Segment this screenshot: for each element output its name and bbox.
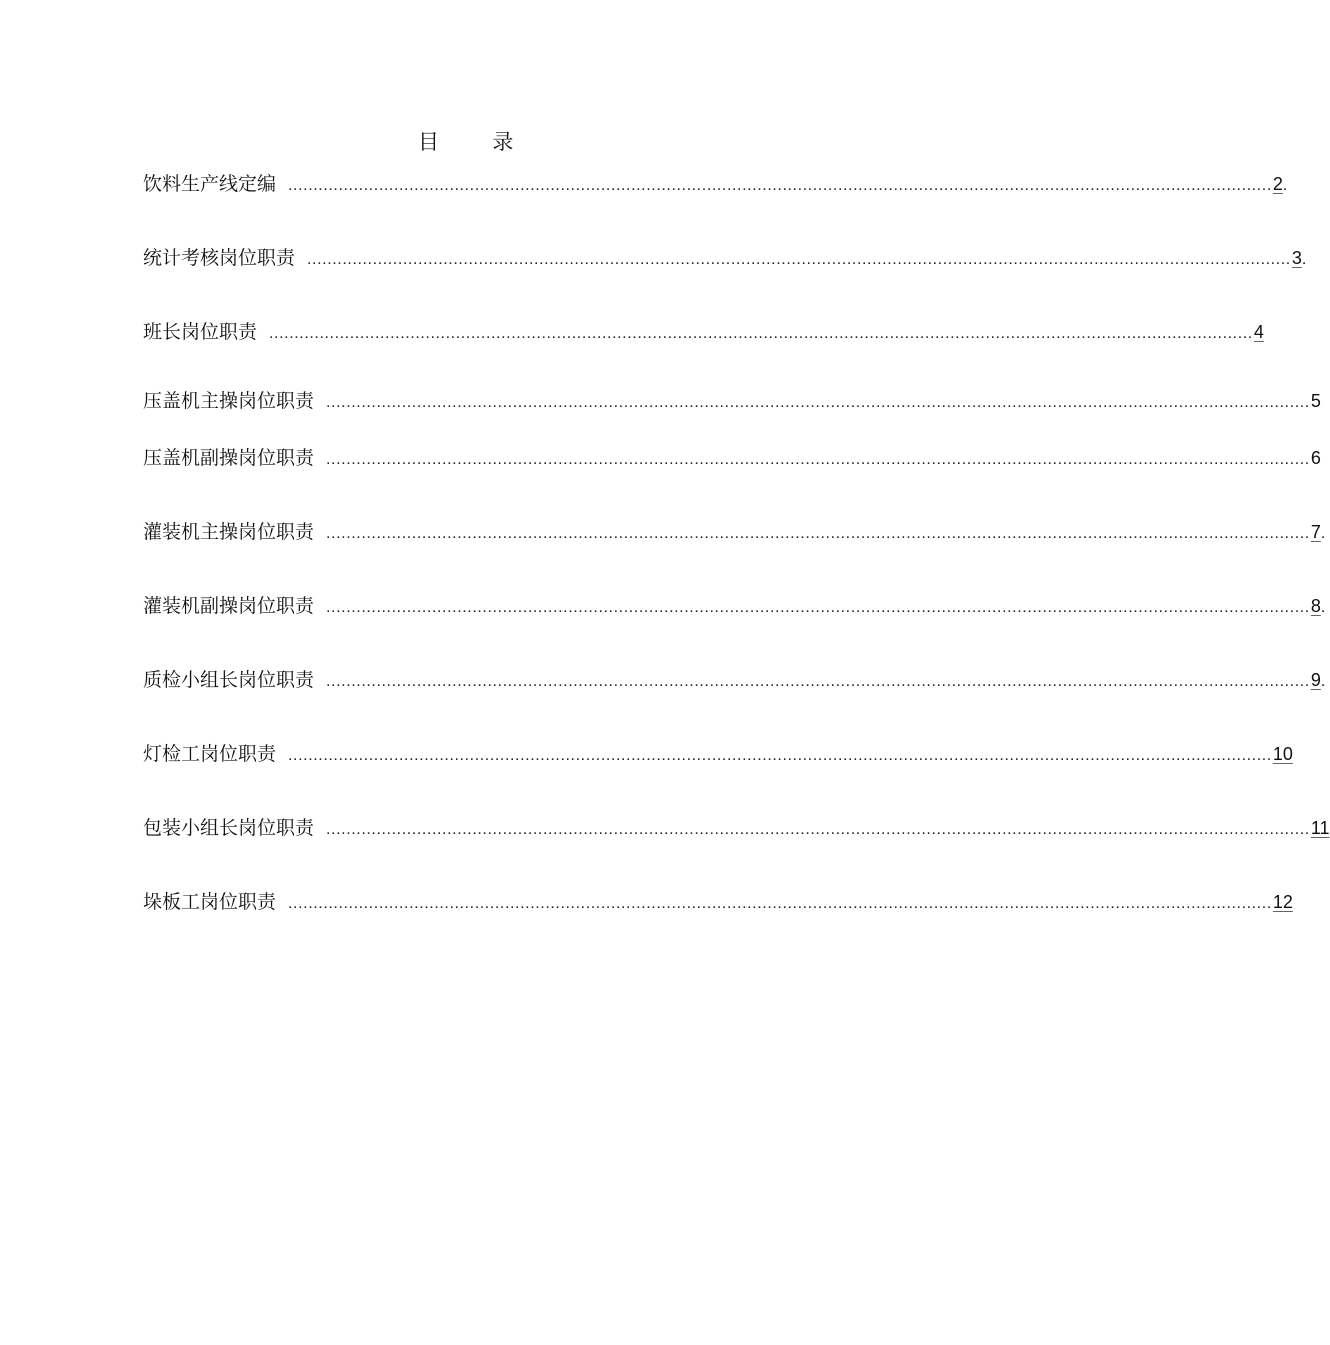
toc-entry[interactable]: [143, 518, 1326, 546]
toc-entry-label: 包装小组长岗位职责: [143, 817, 315, 839]
toc-leader-dots: ...................................................................................................................................................................................................: [288, 177, 1272, 194]
toc-leader-dots: ...................................................................................................................................................................................................: [326, 821, 1310, 838]
toc-entry-label: 灯检工岗位职责: [143, 743, 277, 765]
toc-entry-label: 灌装机主操岗位职责: [143, 521, 315, 543]
toc-entry-label: 压盖机副操岗位职责: [143, 447, 315, 469]
toc-page-number[interactable]: 11: [1310, 818, 1330, 838]
toc-entry-label: 灌装机副操岗位职责: [143, 595, 315, 617]
toc-leader-dots: ...................................................................................................................................................................................................: [326, 673, 1310, 690]
toc-entry[interactable]: [143, 666, 1326, 694]
toc-entry[interactable]: [143, 318, 1264, 346]
toc-page-number[interactable]: 5: [1310, 391, 1321, 411]
toc-leader-dots: ...................................................................................................................................................................................................: [326, 394, 1310, 411]
toc-entry[interactable]: [143, 387, 1321, 415]
toc-page-number[interactable]: 7: [1310, 522, 1321, 542]
page-title: 目 录: [418, 130, 514, 154]
toc-leader-dots: ...................................................................................................................................................................................................: [326, 525, 1310, 542]
toc-leader-dots: ...................................................................................................................................................................................................: [288, 747, 1272, 764]
toc-entry[interactable]: [143, 888, 1293, 916]
toc-page-number[interactable]: 8: [1310, 596, 1321, 616]
toc-leader-dots: ...................................................................................................................................................................................................: [307, 251, 1291, 268]
toc-page-number[interactable]: 10: [1272, 744, 1293, 764]
toc-entry[interactable]: [143, 592, 1326, 620]
toc-leader-dots: ...................................................................................................................................................................................................: [269, 325, 1253, 342]
toc-entry[interactable]: [143, 170, 1288, 198]
toc-page-number[interactable]: 12: [1272, 892, 1293, 912]
toc-trailing-dot: .: [1282, 177, 1288, 194]
toc-page-number[interactable]: 4: [1253, 322, 1264, 342]
toc-trailing-dot: .: [1320, 599, 1326, 616]
toc-leader-dots: ...................................................................................................................................................................................................: [326, 451, 1310, 468]
toc-entry[interactable]: [143, 244, 1307, 272]
toc-entry-label: 班长岗位职责: [143, 321, 258, 343]
toc-leader-dots: ...................................................................................................................................................................................................: [288, 895, 1272, 912]
toc-entry[interactable]: [143, 444, 1321, 472]
toc-entry[interactable]: [143, 814, 1330, 842]
toc-entry-label: 垛板工岗位职责: [143, 891, 277, 913]
toc-page-number[interactable]: 6: [1310, 448, 1321, 468]
toc-entry-label: 质检小组长岗位职责: [143, 669, 315, 691]
toc-page-number[interactable]: 9: [1310, 670, 1321, 690]
toc-trailing-dot: .: [1301, 251, 1307, 268]
toc-entry-label: 饮料生产线定编: [143, 173, 277, 195]
toc-page-number[interactable]: 2: [1272, 174, 1283, 194]
toc-trailing-dot: .: [1320, 525, 1326, 542]
toc-entry-label: 压盖机主操岗位职责: [143, 390, 315, 412]
toc-trailing-dot: .: [1320, 673, 1326, 690]
toc-entry[interactable]: [143, 740, 1293, 768]
toc-leader-dots: ...................................................................................................................................................................................................: [326, 599, 1310, 616]
toc-page-number[interactable]: 3: [1291, 248, 1302, 268]
toc-entry-label: 统计考核岗位职责: [143, 247, 296, 269]
